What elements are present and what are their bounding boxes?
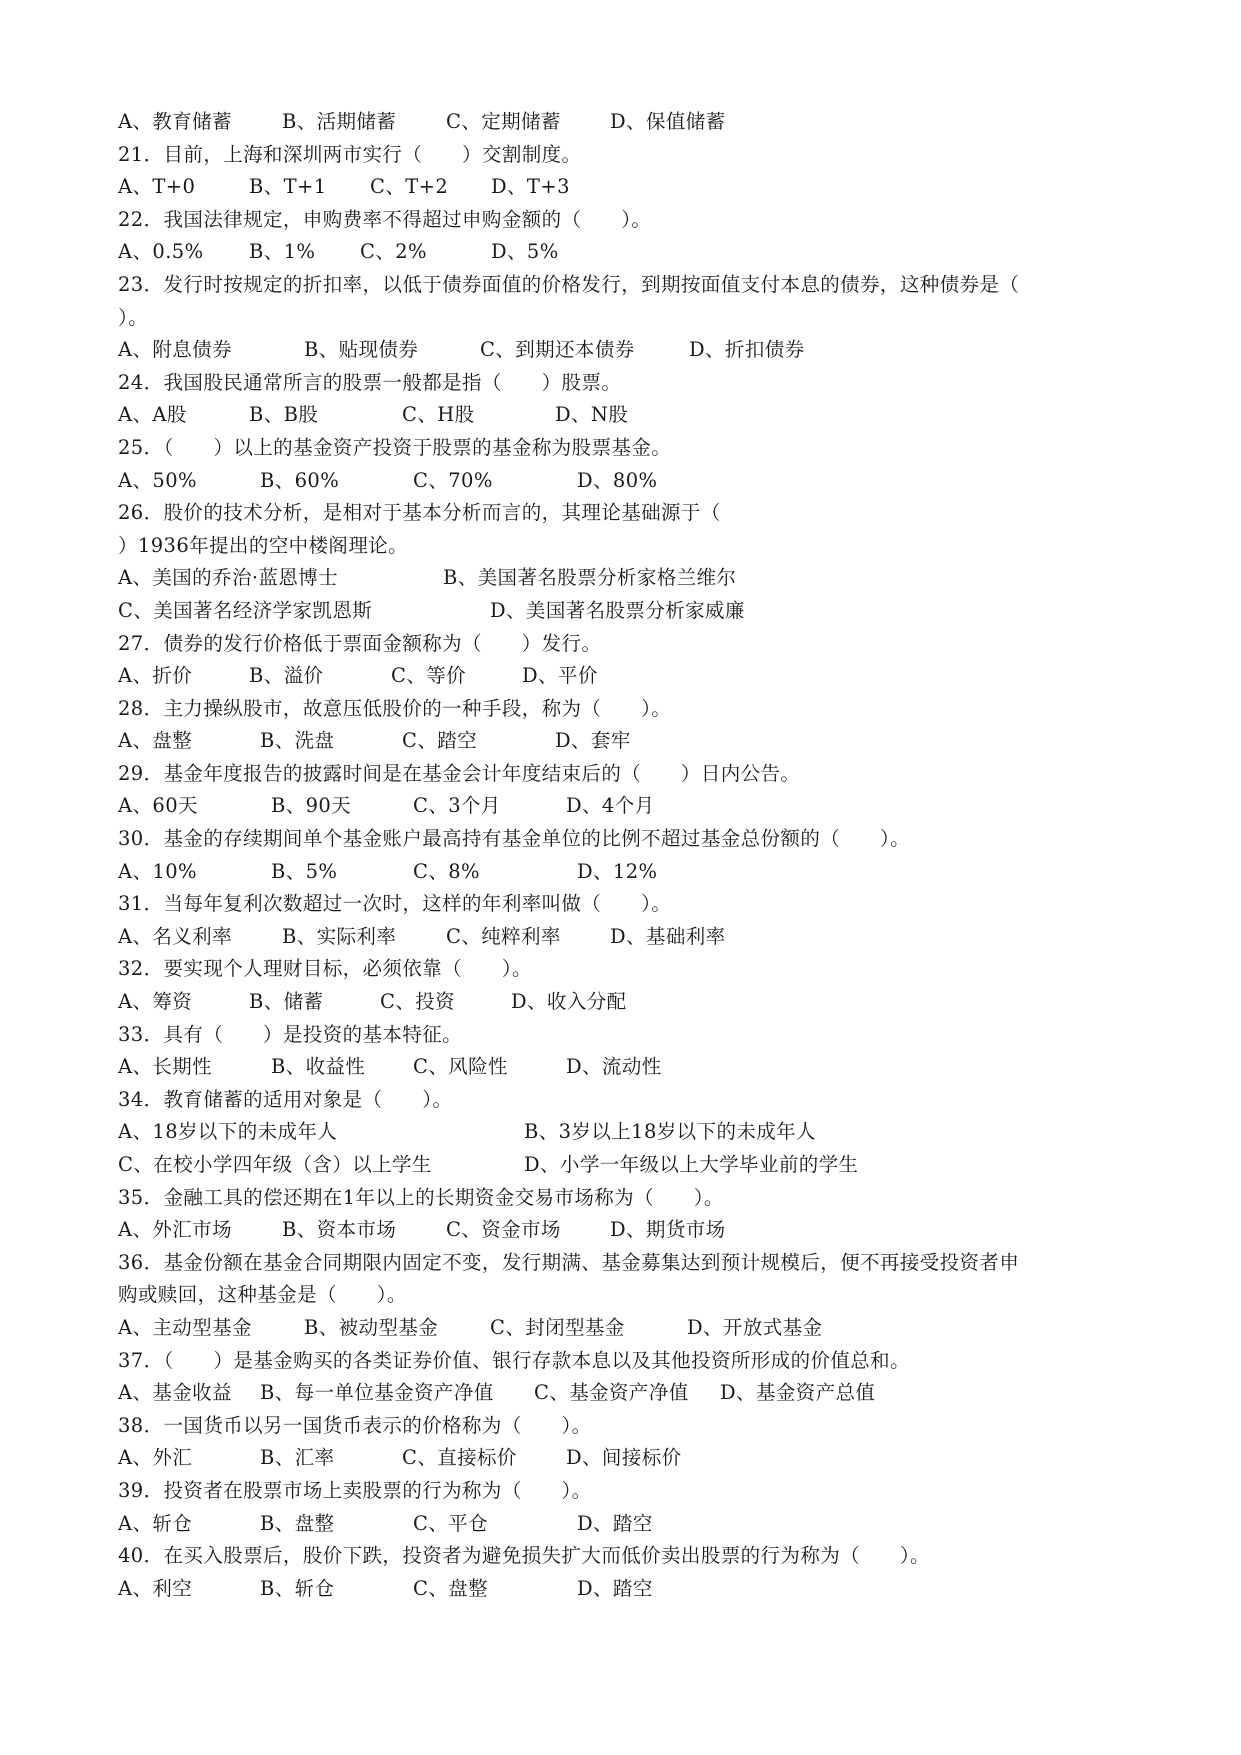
question-stem: 22．我国法律规定，申购费率不得超过申购金额的（ ）。 bbox=[118, 207, 652, 231]
option-row bbox=[118, 399, 1133, 432]
option-row bbox=[118, 790, 1133, 823]
answer-option: B、斩仓 bbox=[260, 1576, 335, 1600]
option-row bbox=[118, 1508, 1133, 1541]
answer-option: D、80% bbox=[577, 468, 658, 492]
answer-option: D、踏空 bbox=[577, 1576, 653, 1600]
answer-option: A、利空 bbox=[118, 1576, 193, 1600]
option-row bbox=[118, 562, 1133, 595]
answer-option: A、外汇市场 bbox=[118, 1218, 232, 1242]
answer-option: A、0.5% bbox=[118, 240, 204, 264]
answer-option: D、期货市场 bbox=[610, 1218, 726, 1242]
answer-option: B、5% bbox=[271, 859, 338, 883]
answer-option: A、10% bbox=[118, 859, 197, 883]
answer-option: A、T+0 bbox=[118, 175, 196, 199]
option-row bbox=[118, 1149, 1133, 1182]
answer-option: B、3岁以上18岁以下的未成年人 bbox=[524, 1120, 816, 1144]
answer-option: B、溢价 bbox=[249, 664, 324, 688]
option-row bbox=[118, 725, 1133, 758]
answer-option: D、折扣债券 bbox=[689, 338, 805, 362]
option-row bbox=[118, 1573, 1133, 1606]
answer-option: A、外汇 bbox=[118, 1446, 193, 1470]
answer-option: C、2% bbox=[360, 240, 427, 264]
answer-option: B、B股 bbox=[249, 403, 319, 427]
question-stem: 35．金融工具的偿还期在1年以上的长期资金交易市场称为（ ）。 bbox=[118, 1185, 724, 1209]
answer-option: C、踏空 bbox=[402, 729, 478, 753]
option-row bbox=[118, 921, 1133, 954]
question-stem: 购或赎回，这种基金是（ ）。 bbox=[118, 1283, 407, 1307]
question-stem: 24．我国股民通常所言的股票一般都是指（ ）股票。 bbox=[118, 370, 622, 394]
answer-option: D、4个月 bbox=[566, 794, 655, 818]
answer-option: A、A股 bbox=[118, 403, 187, 427]
answer-option: B、1% bbox=[249, 240, 316, 264]
question-stem: 40．在买入股票后，股价下跌，投资者为避免损失扩大而低价卖出股票的行为称为（ ）。 bbox=[118, 1544, 930, 1568]
question-stem: 34．教育储蓄的适用对象是（ ）。 bbox=[118, 1087, 453, 1111]
answer-option: C、H股 bbox=[402, 403, 475, 427]
question-stem: 27．债券的发行价格低于票面金额称为（ ）发行。 bbox=[118, 631, 602, 655]
question-stem: 36．基金份额在基金合同期限内固定不变，发行期满、基金募集达到预计规模后，便不再接受投资者申 bbox=[118, 1250, 1020, 1274]
answer-option: A、附息债券 bbox=[118, 338, 232, 362]
answer-option: C、风险性 bbox=[413, 1055, 508, 1079]
answer-option: C、直接标价 bbox=[402, 1446, 517, 1470]
answer-option: C、纯粹利率 bbox=[446, 924, 561, 948]
answer-option: D、保值储蓄 bbox=[610, 110, 726, 133]
answer-option: D、平价 bbox=[522, 664, 598, 688]
option-row bbox=[118, 660, 1133, 693]
option-row bbox=[118, 1214, 1133, 1247]
answer-option: C、在校小学四年级（含）以上学生 bbox=[118, 1153, 432, 1176]
option-row bbox=[118, 171, 1133, 204]
answer-option: A、教育储蓄 bbox=[118, 110, 232, 133]
answer-option: C、3个月 bbox=[413, 794, 501, 818]
answer-option: C、美国著名经济学家凯恩斯 bbox=[118, 598, 373, 622]
answer-option: C、定期储蓄 bbox=[446, 110, 561, 133]
question-stem: 25．（ ）以上的基金资产投资于股票的基金称为股票基金。 bbox=[118, 435, 672, 459]
answer-option: C、70% bbox=[413, 468, 493, 492]
answer-option: C、资金市场 bbox=[446, 1218, 561, 1242]
option-row bbox=[118, 986, 1133, 1019]
answer-option: B、收益性 bbox=[271, 1055, 366, 1079]
answer-option: B、实际利率 bbox=[282, 924, 397, 948]
answer-option: A、美国的乔治·蓝恩博士 bbox=[118, 566, 339, 590]
answer-option: C、基金资产净值 bbox=[534, 1381, 689, 1405]
answer-option: A、基金收益 bbox=[118, 1381, 232, 1405]
question-stem: ）1936年提出的空中楼阁理论。 bbox=[118, 533, 409, 557]
answer-option: A、折价 bbox=[118, 664, 193, 688]
answer-option: D、12% bbox=[577, 859, 658, 883]
option-row bbox=[118, 236, 1133, 269]
answer-option: A、18岁以下的未成年人 bbox=[118, 1120, 338, 1144]
answer-option: B、T+1 bbox=[249, 175, 327, 199]
answer-option: D、间接标价 bbox=[566, 1446, 682, 1470]
answer-option: B、贴现债券 bbox=[304, 338, 419, 362]
question-stem: 33．具有（ ）是投资的基本特征。 bbox=[118, 1022, 463, 1046]
question-stem: 21．目前，上海和深圳两市实行（ ）交割制度。 bbox=[118, 142, 582, 166]
answer-option: D、开放式基金 bbox=[687, 1315, 823, 1339]
answer-option: C、8% bbox=[413, 859, 480, 883]
question-stem: 28．主力操纵股市，故意压低股价的一种手段，称为（ ）。 bbox=[118, 696, 672, 720]
option-row bbox=[118, 1442, 1133, 1475]
question-stem: 23．发行时按规定的折扣率，以低于债券面值的价格发行，到期按面值支付本息的债券，这种债券是（ bbox=[118, 272, 1020, 296]
question-stem: 29．基金年度报告的披露时间是在基金会计年度结束后的（ ）日内公告。 bbox=[118, 761, 801, 785]
answer-option: D、基础利率 bbox=[610, 924, 726, 948]
answer-option: D、N股 bbox=[555, 403, 629, 427]
option-row bbox=[118, 334, 1133, 367]
option-row bbox=[118, 1116, 1133, 1149]
answer-option: C、盘整 bbox=[413, 1576, 489, 1600]
answer-option: D、收入分配 bbox=[511, 990, 627, 1014]
answer-option: B、盘整 bbox=[260, 1511, 335, 1535]
question-stem: 38．一国货币以另一国货币表示的价格称为（ ）。 bbox=[118, 1413, 592, 1437]
answer-option: B、被动型基金 bbox=[304, 1315, 439, 1339]
answer-option: C、到期还本债券 bbox=[480, 338, 635, 362]
answer-option: D、踏空 bbox=[577, 1511, 653, 1535]
question-stem: 37．（ ）是基金购买的各类证券价值、银行存款本息以及其他投资所形成的价值总和。 bbox=[118, 1348, 910, 1372]
answer-option: C、投资 bbox=[380, 990, 456, 1014]
answer-option: C、等价 bbox=[391, 664, 467, 688]
question-stem: 32．要实现个人理财目标，必须依靠（ ）。 bbox=[118, 957, 532, 981]
answer-option: A、主动型基金 bbox=[118, 1315, 252, 1339]
answer-option: A、60天 bbox=[118, 794, 198, 818]
answer-option: B、汇率 bbox=[260, 1446, 335, 1470]
answer-option: B、资本市场 bbox=[282, 1218, 397, 1242]
option-row bbox=[118, 1377, 1133, 1410]
question-stem: 26．股价的技术分析，是相对于基本分析而言的，其理论基础源于（ bbox=[118, 501, 721, 525]
answer-option: A、盘整 bbox=[118, 729, 193, 753]
answer-option: C、T+2 bbox=[370, 175, 449, 199]
answer-option: A、筹资 bbox=[118, 990, 193, 1014]
answer-option: D、基金资产总值 bbox=[720, 1381, 876, 1405]
question-stem: 31．当每年复利次数超过一次时，这样的年利率叫做（ ）。 bbox=[118, 892, 672, 916]
answer-option: A、名义利率 bbox=[118, 924, 232, 948]
answer-option: D、小学一年级以上大学毕业前的学生 bbox=[524, 1153, 859, 1176]
answer-option: B、90天 bbox=[271, 794, 352, 818]
answer-option: D、T+3 bbox=[491, 175, 570, 199]
answer-option: B、美国著名股票分析家格兰维尔 bbox=[443, 566, 737, 590]
option-row bbox=[118, 465, 1133, 498]
answer-option: A、50% bbox=[118, 468, 197, 492]
answer-option: A、斩仓 bbox=[118, 1511, 193, 1535]
option-row bbox=[118, 595, 1133, 628]
answer-option: C、平仓 bbox=[413, 1511, 489, 1535]
answer-option: A、长期性 bbox=[118, 1055, 213, 1079]
answer-option: B、每一单位基金资产净值 bbox=[260, 1381, 494, 1405]
answer-option: D、美国著名股票分析家威廉 bbox=[490, 598, 745, 622]
answer-option: B、活期储蓄 bbox=[282, 110, 397, 133]
option-row bbox=[118, 856, 1133, 889]
answer-option: C、封闭型基金 bbox=[490, 1315, 625, 1339]
answer-option: B、洗盘 bbox=[260, 729, 335, 753]
question-stem: 39．投资者在股票市场上卖股票的行为称为（ ）。 bbox=[118, 1478, 592, 1502]
answer-option: D、5% bbox=[491, 240, 559, 264]
exam-page bbox=[118, 106, 1133, 1605]
answer-option: B、储蓄 bbox=[249, 990, 324, 1014]
question-stem: ）。 bbox=[118, 305, 149, 329]
answer-option: D、流动性 bbox=[566, 1055, 662, 1079]
option-row bbox=[118, 1051, 1133, 1084]
option-row bbox=[118, 1312, 1133, 1345]
answer-option: B、60% bbox=[260, 468, 340, 492]
option-row bbox=[118, 106, 1133, 139]
answer-option: D、套牢 bbox=[555, 729, 631, 753]
question-stem: 30．基金的存续期间单个基金账户最高持有基金单位的比例不超过基金总份额的（ ）。 bbox=[118, 827, 910, 851]
